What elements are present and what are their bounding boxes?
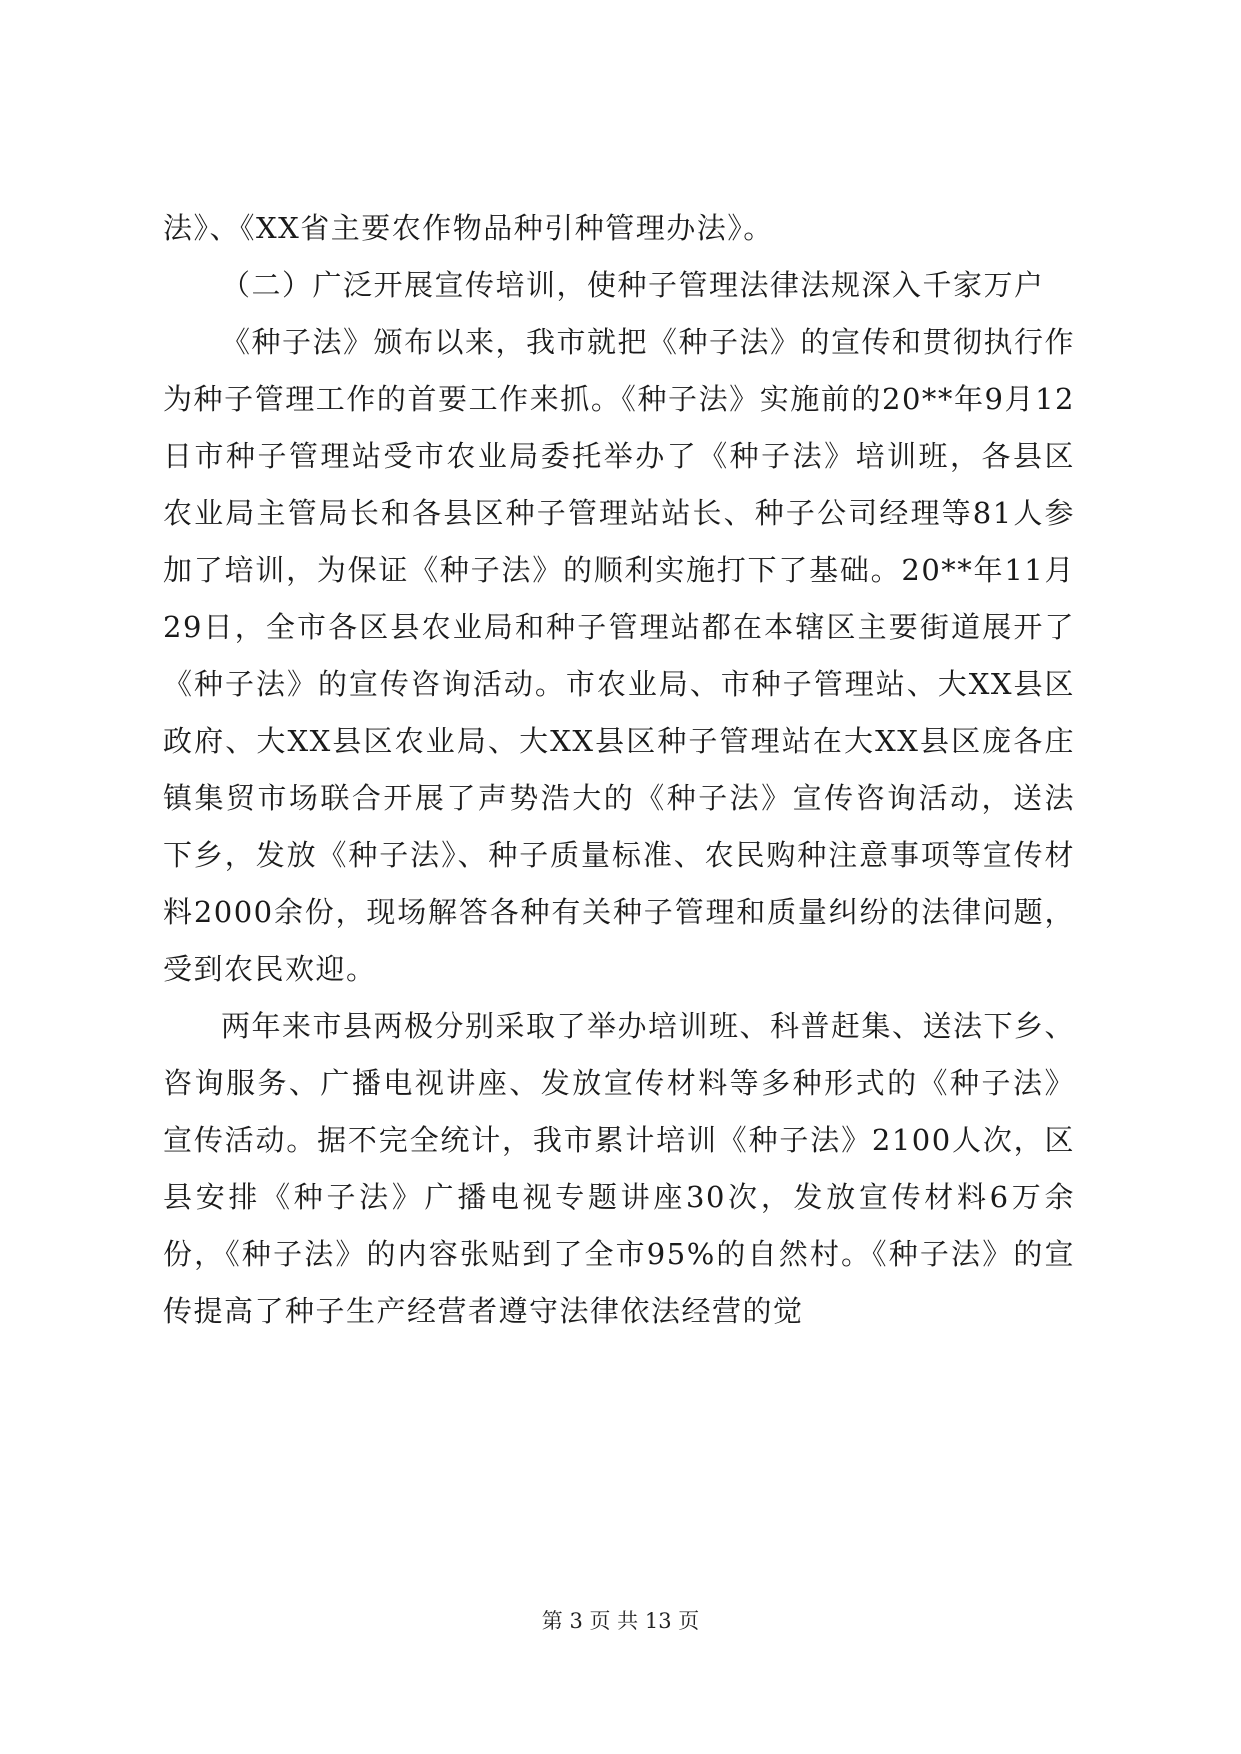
page-number-label: 第 3 页 共 13 页 bbox=[541, 1609, 700, 1633]
page-footer bbox=[0, 1607, 1241, 1635]
paragraph-two-year-activities: 两年来市县两极分别采取了举办培训班、科普赶集、送法下乡、咨询服务、广播电视讲座、发放宣传材料等多种形式的《种子法》宣传活动。据不完全统计，我市累计培训《种子法》2100人次，区县安排《种子法》广播电视专题讲座30次，发放宣传材料6万余份，《种子法》的内容张贴到了全市95%的自然村。《种子法》的宣传提高了种子生产经营者遵守法律依法经营的觉 bbox=[163, 1009, 1076, 1328]
section-heading: （二）广泛开展宣传培训，使种子管理法律法规深入千家万户 bbox=[221, 268, 1045, 302]
document-body bbox=[163, 200, 1075, 1340]
paragraph-seed-law-promotion: 《种子法》颁布以来，我市就把《种子法》的宣传和贯彻执行作为种子管理工作的首要工作来抓。《种子法》实施前的20**年9月12日市种子管理站受市农业局委托举办了《种子法》培训班，各县区农业局主管局长和各县区种子管理站站长、种子公司经理等81人参加了培训，为保证《种子法》的顺利实施打下了基础。20**年11月29日，全市各区县农业局和种子管理站都在本辖区主要街道展开了《种子法》的宣传咨询活动。市农业局、市种子管理站、大XX县区政府、大XX县区农业局、大XX县区种子管理站在大XX县区庞各庄镇集贸市场联合开展了声势浩大的《种子法》宣传咨询活动，送法下乡，发放《种子法》、种子质量标准、农民购种注意事项等宣传材料2000余份，现场解答各种有关种子管理和质量纠纷的法律问题，受到农民欢迎。 bbox=[163, 325, 1076, 986]
paragraph-continuation: 法》、《XX省主要农作物品种引种管理办法》。 bbox=[163, 211, 774, 245]
